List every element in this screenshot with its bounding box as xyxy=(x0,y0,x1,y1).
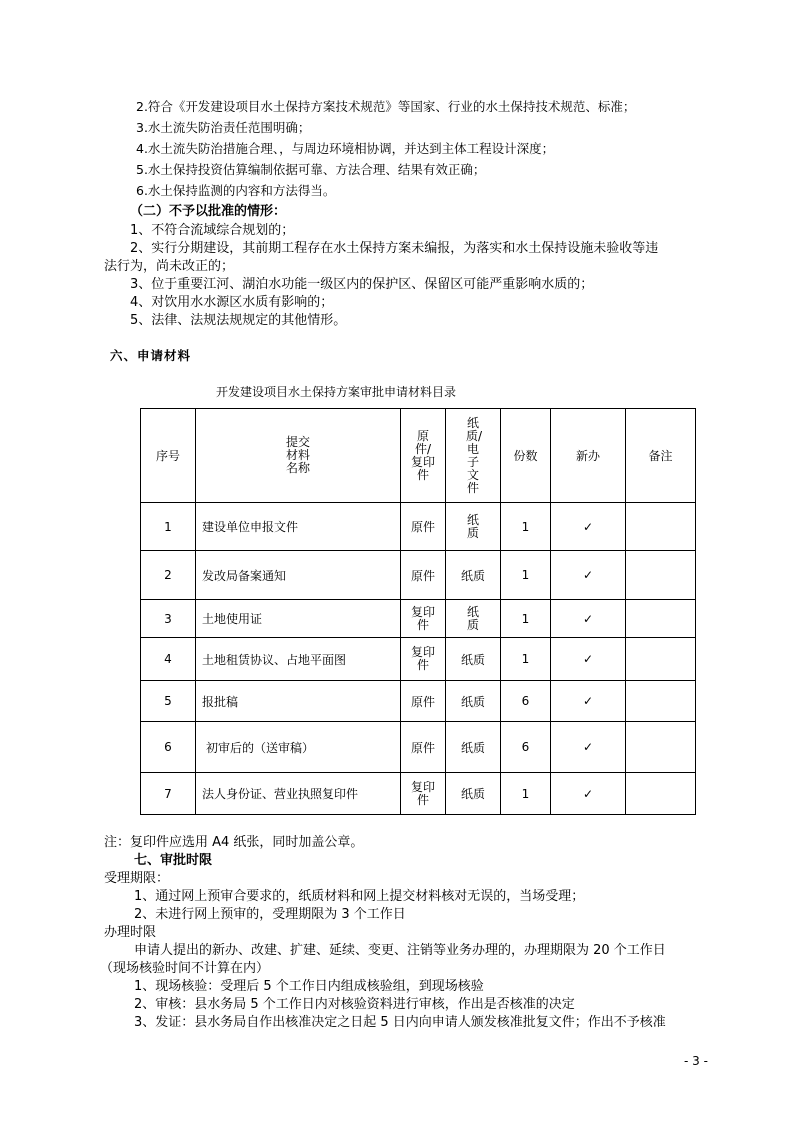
cell-new-check: ✓ xyxy=(551,503,626,551)
cell-copies: 1 xyxy=(501,600,551,638)
header-paper xyxy=(446,409,501,503)
cell-new-check: ✓ xyxy=(551,638,626,681)
table-row xyxy=(141,773,696,815)
cell-new-check: ✓ xyxy=(551,681,626,722)
cell-orig xyxy=(401,638,446,681)
cell-seq: 6 xyxy=(141,722,196,773)
cell-name: 土地租赁协议、占地平面图 xyxy=(196,638,401,681)
cell-remark xyxy=(626,681,696,722)
header-remark: 备注 xyxy=(626,409,696,503)
table-row xyxy=(141,551,696,600)
refuse-item-1: 1、不符合流域综合规划的； xyxy=(130,223,295,238)
condition-item-5: 5.水土保持投资估算编制依据可靠、方法合理、结果有效正确； xyxy=(136,162,486,177)
refuse-item-5: 5、法律、法规法规规定的其他情形。 xyxy=(130,313,347,328)
cell-seq: 4 xyxy=(141,638,196,681)
table-row xyxy=(141,503,696,551)
refuse-item-2: 2、实行分期建设，其前期工程存在水土保持方案未编报，为落实和水土保持设施未验收等违 xyxy=(130,241,659,256)
cell-orig-text: 复印件 xyxy=(410,645,435,672)
cell-paper: 纸质 xyxy=(446,551,501,600)
cell-name: 法人身份证、营业执照复印件 xyxy=(196,773,401,815)
cell-seq: 3 xyxy=(141,600,196,638)
cell-seq: 2 xyxy=(141,551,196,600)
cell-remark xyxy=(626,551,696,600)
cell-orig: 原件 xyxy=(401,722,446,773)
accept-title: 受理期限： xyxy=(104,871,170,886)
header-orig xyxy=(401,409,446,503)
table-row xyxy=(141,600,696,638)
refuse-item-2-cont: 法行为，尚未改正的； xyxy=(104,259,235,274)
cell-paper: 纸质 xyxy=(446,773,501,815)
cell-seq: 1 xyxy=(141,503,196,551)
cell-copies: 1 xyxy=(501,773,551,815)
condition-item-4: 4.水土流失防治措施合理、，与周边环境相协调，并达到主体工程设计深度； xyxy=(136,141,555,156)
cell-new-check: ✓ xyxy=(551,722,626,773)
cell-paper xyxy=(446,503,501,551)
condition-item-3: 3.水土流失防治责任范围明确； xyxy=(136,120,311,135)
cell-new-check: ✓ xyxy=(551,773,626,815)
condition-item-2: 2.符合《开发建设项目水土保持方案技术规范》等国家、行业的水土保持技术规范、标准； xyxy=(136,99,636,114)
cell-remark xyxy=(626,638,696,681)
cell-paper: 纸质 xyxy=(446,681,501,722)
cell-orig: 原件 xyxy=(401,503,446,551)
table-header-row xyxy=(141,409,696,503)
header-new: 新办 xyxy=(551,409,626,503)
cell-copies: 6 xyxy=(501,722,551,773)
table-row xyxy=(141,638,696,681)
cell-remark xyxy=(626,773,696,815)
header-copies: 份数 xyxy=(501,409,551,503)
condition-item-6: 6.水土保持监测的内容和方法得当。 xyxy=(136,183,336,198)
cell-name: 土地使用证 xyxy=(196,600,401,638)
materials-table xyxy=(140,408,696,815)
cell-name: 初审后的（送审稿） xyxy=(196,722,401,773)
cell-seq: 7 xyxy=(141,773,196,815)
cell-paper xyxy=(446,600,501,638)
table-row xyxy=(141,722,696,773)
cell-orig xyxy=(401,773,446,815)
cell-orig xyxy=(401,600,446,638)
cell-copies: 1 xyxy=(501,638,551,681)
cell-remark xyxy=(626,600,696,638)
page-number: - 3 - xyxy=(684,1054,708,1068)
section-6-heading: 六、申请材料 xyxy=(110,348,192,363)
cell-name: 建设单位申报文件 xyxy=(196,503,401,551)
accept-item-2: 2、未进行网上预审的，受理期限为 3 个工作日 xyxy=(134,907,406,922)
refuse-item-4: 4、对饮用水水源区水质有影响的； xyxy=(130,295,334,310)
table-caption: 开发建设项目水土保持方案审批申请材料目录 xyxy=(216,385,457,399)
cell-remark xyxy=(626,722,696,773)
cell-new-check: ✓ xyxy=(551,600,626,638)
refuse-item-3: 3、位于重要江河、湖泊水功能一级区内的保护区、保留区可能严重影响水质的； xyxy=(130,277,594,292)
header-seq: 序号 xyxy=(141,409,196,503)
header-paper-text: 纸质/电子文件 xyxy=(466,415,483,495)
cell-seq: 5 xyxy=(141,681,196,722)
cell-new-check: ✓ xyxy=(551,551,626,600)
handle-para-cont: （现场核验时间不计算在内） xyxy=(100,961,270,976)
cell-remark xyxy=(626,503,696,551)
cell-copies: 1 xyxy=(501,503,551,551)
cell-orig-text: 复印件 xyxy=(410,604,435,632)
header-orig-text: 原件/复印件 xyxy=(410,428,435,482)
refuse-heading: （二）不予以批准的情形： xyxy=(130,204,287,219)
accept-item-1: 1、通过网上预审合要求的，纸质材料和网上提交材料核对无误的，当场受理； xyxy=(134,889,585,904)
cell-name: 报批稿 xyxy=(196,681,401,722)
cell-orig: 原件 xyxy=(401,681,446,722)
cell-paper-text: 纸质 xyxy=(466,604,479,632)
cell-copies: 6 xyxy=(501,681,551,722)
handle-item-3: 3、发证：县水务局自作出核准决定之日起 5 日内向申请人颁发核准批复文件；作出不予核准 xyxy=(134,1015,666,1030)
table-note: 注：复印件应选用 A4 纸张，同时加盖公章。 xyxy=(104,835,364,850)
cell-paper: 纸质 xyxy=(446,722,501,773)
handle-para: 申请人提出的新办、改建、扩建、延续、变更、注销等业务办理的，办理期限为 20 个工作日 xyxy=(134,943,666,958)
handle-item-1: 1、现场核验：受理后 5 个工作日内组成核验组，到现场核验 xyxy=(134,979,484,994)
handle-title: 办理时限 xyxy=(104,925,157,940)
cell-name: 发改局备案通知 xyxy=(196,551,401,600)
cell-copies: 1 xyxy=(501,551,551,600)
cell-paper-text: 纸质 xyxy=(466,512,479,540)
header-name-text: 提交材料名称 xyxy=(285,435,310,475)
table-row xyxy=(141,681,696,722)
cell-orig: 原件 xyxy=(401,551,446,600)
cell-orig-text: 复印件 xyxy=(410,779,435,807)
cell-paper: 纸质 xyxy=(446,638,501,681)
section-7-heading: 七、审批时限 xyxy=(134,853,213,868)
handle-item-2: 2、审核：县水务局 5 个工作日内对核验资料进行审核，作出是否核准的决定 xyxy=(134,997,575,1012)
header-name xyxy=(196,409,401,503)
